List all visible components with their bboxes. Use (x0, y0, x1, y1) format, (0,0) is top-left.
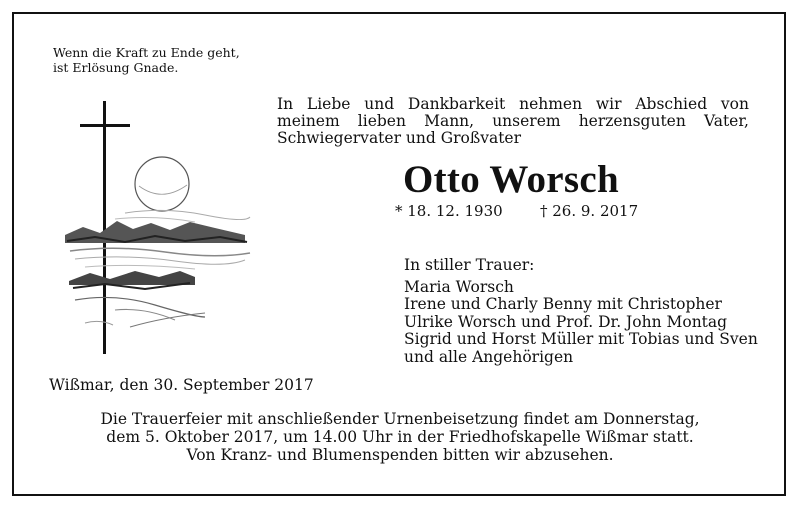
mourner-name: Sigrid und Horst Müller mit Tobias und Sven (404, 330, 758, 348)
funeral-line-1: Die Trauerfeier mit anschließender Urnenbeisetzung findet am Donnerstag, (100, 410, 700, 428)
funeral-notice (40, 410, 760, 464)
death-date: † 26. 9. 2017 (540, 202, 639, 220)
birth-date: * 18. 12. 1930 (395, 202, 503, 220)
mourner-name: Irene und Charly Benny mit Christopher (404, 295, 722, 313)
mourner-name: Maria Worsch (404, 277, 514, 296)
motto-line-1: Wenn die Kraft zu Ende geht, (53, 45, 240, 60)
deceased-name: Otto Worsch (403, 158, 619, 201)
cross-landscape-icon (55, 95, 255, 364)
mourners-heading: In stiller Trauer: (404, 256, 535, 274)
intro-text: In Liebe und Dankbarkeit nehmen wir Abschied von meinem lieben Mann, unserem herzensguten Vater, Schwiegervater und Großvater (277, 95, 749, 147)
place-and-date: Wißmar, den 30. September 2017 (49, 376, 314, 394)
mourner-name: und alle Angehörigen (404, 347, 574, 366)
motto (53, 45, 240, 75)
funeral-line-2: dem 5. Oktober 2017, um 14.00 Uhr in der Friedhofskapelle Wißmar statt. (106, 428, 694, 446)
mourners-block (404, 257, 758, 366)
motto-line-2: ist Erlösung Gnade. (53, 60, 179, 75)
mourner-name: Ulrike Worsch und Prof. Dr. John Montag (404, 312, 728, 331)
funeral-line-3: Von Kranz- und Blumenspenden bitten wir abzusehen. (186, 446, 614, 464)
